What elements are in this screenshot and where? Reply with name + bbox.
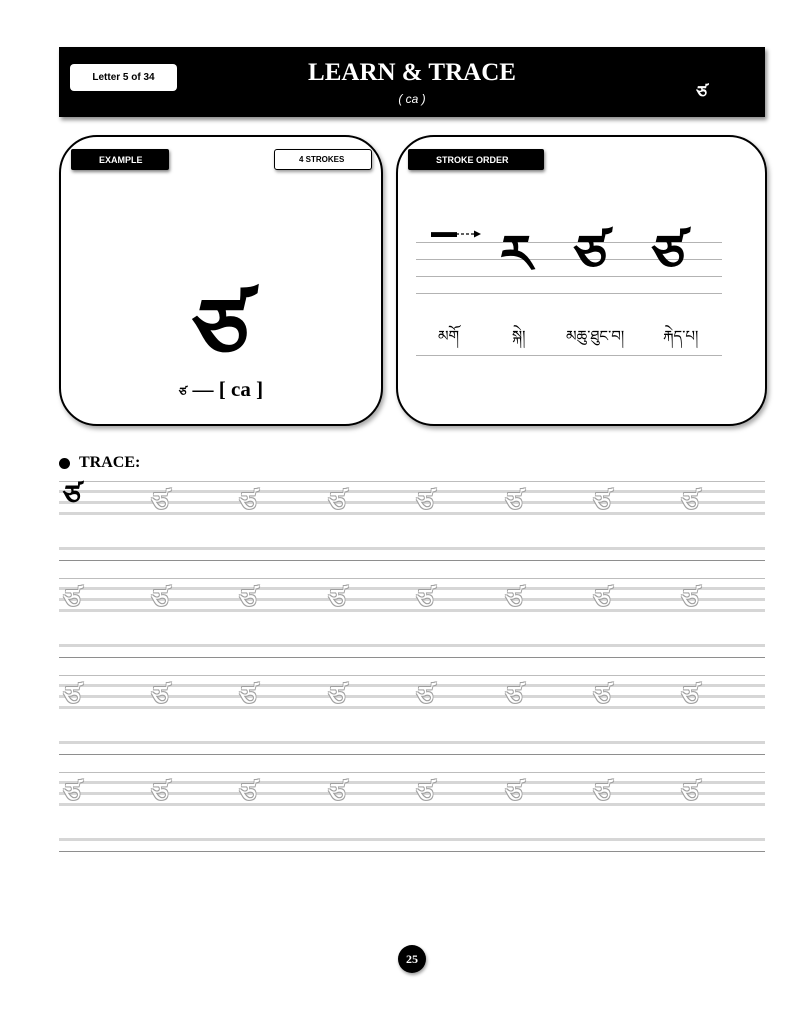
header-letter-glyph: ཙ [696,83,707,103]
trace-guide-line [59,481,765,482]
trace-row [59,772,765,852]
trace-letter-glyph[interactable]: ཙ [505,680,523,713]
trace-letter-glyph[interactable]: ཙ [593,680,611,713]
trace-letter-glyph[interactable]: ཙ [681,680,699,713]
trace-guide-line [59,838,765,841]
trace-letter-glyph[interactable]: ཙ [239,486,257,519]
trace-letter-glyph[interactable]: ཙ [328,583,346,616]
caption-text: — [ ca ] [192,377,264,401]
stroke-guide-line [416,293,722,294]
trace-guide-line [59,741,765,744]
header-bar [59,47,765,117]
trace-letter-glyph[interactable]: ཙ [239,583,257,616]
trace-row [59,675,765,755]
trace-letter-glyph[interactable]: ཙ [239,680,257,713]
stroke-order-card [396,135,767,426]
trace-letter-glyph[interactable]: ཙ [416,777,434,810]
trace-letter-glyph[interactable]: ཙ [505,486,523,519]
trace-letter-glyph[interactable]: ཙ [681,777,699,810]
trace-letter-glyph[interactable]: ཙ [681,583,699,616]
stroke-step-2: ར [500,224,533,285]
bullet-icon [59,458,70,469]
strokes-count-tab: 4 STROKES [274,149,372,170]
trace-letter-glyph[interactable]: ཙ [416,583,434,616]
example-card [59,135,383,426]
stroke-label-underline [416,355,722,356]
trace-letter-glyph[interactable]: ཙ [593,583,611,616]
trace-guide-line [59,560,765,561]
trace-letter-glyph[interactable]: ཙ [151,486,169,519]
letter-counter: Letter 5 of 34 [70,64,177,91]
trace-letter-glyph[interactable]: ཙ [239,777,257,810]
trace-letter-glyph[interactable]: ཙ [416,486,434,519]
trace-row [59,578,765,658]
trace-guide-line [59,754,765,755]
trace-guide-line [59,657,765,658]
trace-letter-glyph[interactable]: ཙ [328,486,346,519]
trace-letter-glyph[interactable]: ཙ [151,583,169,616]
trace-letter-glyph[interactable]: ཙ [328,777,346,810]
trace-letter-glyph[interactable]: ཙ [63,583,81,616]
example-letter-glyph: ཙ [193,278,249,382]
trace-row [59,481,765,561]
trace-letter-glyph[interactable]: ཙ [328,680,346,713]
trace-heading-text: TRACE: [79,454,141,471]
trace-letter-glyph[interactable]: ཙ [681,486,699,519]
trace-guide-line [59,675,765,676]
trace-letter-glyph[interactable]: ཙ [593,777,611,810]
trace-letter-glyph[interactable]: ཙ [63,777,81,810]
page-subtitle: ( ca ) [398,92,426,106]
trace-letter-glyph[interactable]: ཙ [505,777,523,810]
stroke-step-1: ‾ [431,224,457,285]
trace-letter-glyph[interactable]: ཙ [63,680,81,713]
caption-small-glyph: ཙ [178,385,187,399]
stroke-step-2-label: སྐེ། [512,328,526,345]
trace-letter-glyph[interactable]: ཙ [151,680,169,713]
model-letter-glyph[interactable]: ཙ [63,479,81,512]
trace-guide-line [59,772,765,773]
trace-guide-line [59,851,765,852]
stroke-step-1-label: མགོ [438,328,460,345]
stroke-step-4: ཙ [652,224,686,285]
stroke-order-tab: STROKE ORDER [408,149,544,170]
page-title: LEARN & TRACE [308,59,516,86]
trace-letter-glyph[interactable]: ཙ [593,486,611,519]
trace-letter-glyph[interactable]: ཙ [151,777,169,810]
example-tab: EXAMPLE [71,149,169,170]
stroke-step-3-label: མཆུ་ཐུང་བ། [566,328,625,345]
trace-guide-line [59,547,765,550]
trace-heading [59,454,140,472]
trace-guide-line [59,644,765,647]
stroke-step-3: ཙ [574,224,608,285]
trace-guide-line [59,578,765,579]
trace-letter-glyph[interactable]: ཙ [505,583,523,616]
page-number: 25 [398,945,426,973]
example-caption [61,377,381,413]
stroke-step-4-label: རྐེད་པ། [663,328,699,345]
trace-letter-glyph[interactable]: ཙ [416,680,434,713]
